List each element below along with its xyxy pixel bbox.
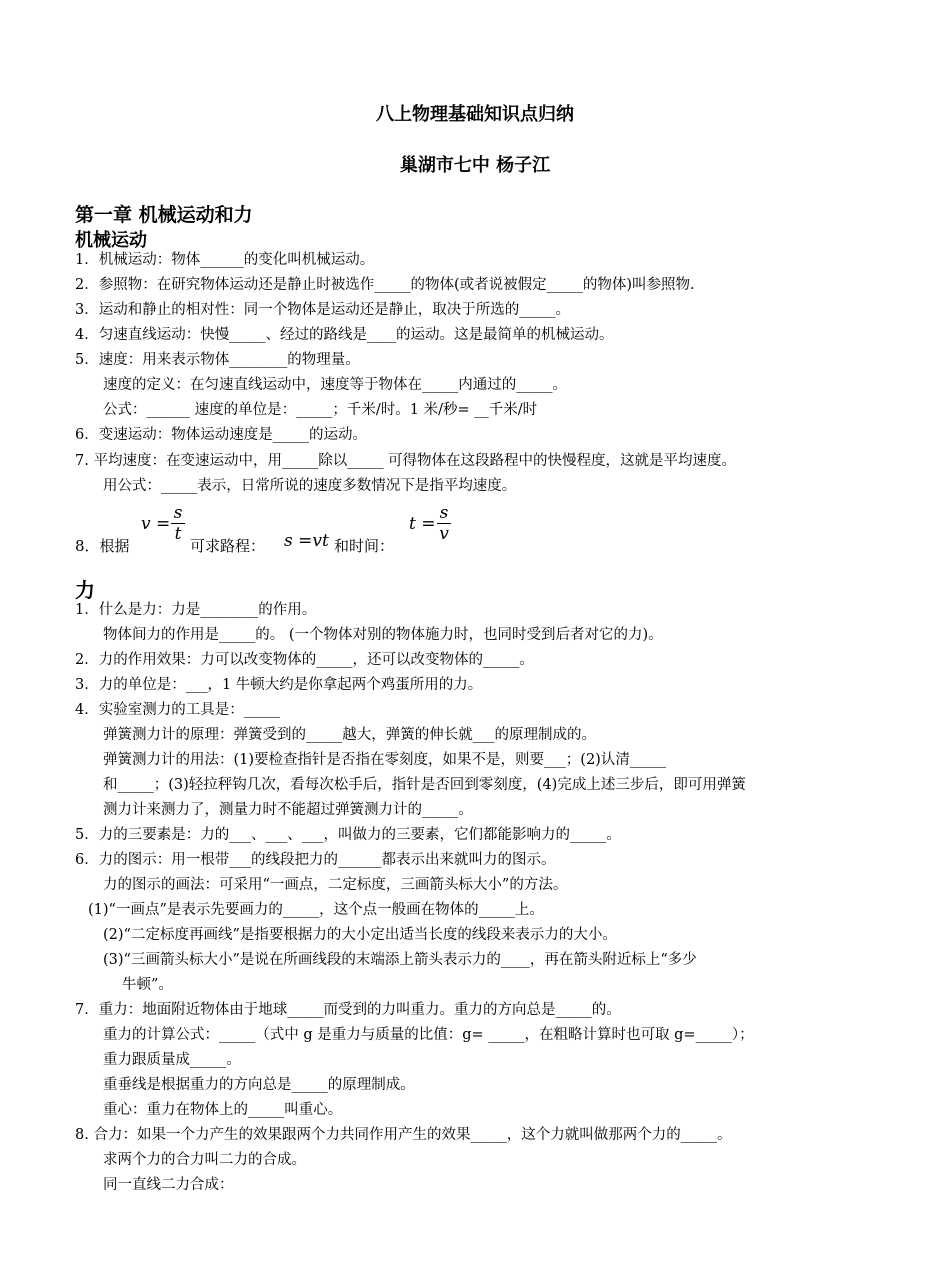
- force-line-2: 物体间力的作用是_____的。 (一个物体对别的物体施力时，也同时受到后者对它的力)。: [103, 627, 663, 643]
- force-line-5: 4．实验室测力的工具是：_____: [75, 702, 280, 718]
- force-line-16: 牛顿”。: [122, 977, 173, 993]
- motion-line-7: 公式：______ 速度的单位是：_____；千米/时。1 米/秒= __千米/时: [103, 402, 538, 418]
- formula-t-denominator: v: [439, 524, 449, 544]
- formula-mid-2: 和时间：: [334, 537, 395, 555]
- formula-v-fraction: [171, 503, 185, 544]
- formula-row: [75, 500, 880, 560]
- document-author: 巢湖市七中 杨子江: [399, 155, 551, 176]
- force-line-10: 5．力的三要素是：力的___、___、___，叫做力的三要素，它们都能影响力的_____。: [75, 827, 621, 843]
- motion-line-6: 速度的定义：在匀速直线运动中，速度等于物体在_____内通过的_____。: [103, 377, 567, 393]
- force-line-24: 同一直线二力合成：: [103, 1177, 234, 1193]
- force-line-4: 3．力的单位是：___，1 牛顿大约是你拿起两个鸡蛋所用的力。: [75, 677, 483, 693]
- force-line-22: 8. 合力：如果一个力产生的效果跟两个力共同作用产生的效果_____，这个力就叫做那两个力的_____。: [75, 1127, 732, 1143]
- force-line-8: 和_____；(3)轻拉秤钩几次，看每次松手后，指针是否回到零刻度，(4)完成上述三步后，即可用弹簧: [103, 777, 746, 793]
- motion-line-5: 5．速度：用来表示物体________的物理量。: [75, 352, 360, 368]
- force-line-13: (1)“一画点”是表示先要画力的_____，这个点一般画在物体的_____上。: [88, 902, 544, 918]
- motion-line-1: 1．机械运动：物体______的变化叫机械运动。: [75, 252, 375, 268]
- formula-s-equation: s =vt: [284, 531, 329, 551]
- document-title: 八上物理基础知识点归纳: [376, 104, 574, 125]
- force-line-3: 2．力的作用效果：力可以改变物体的_____，还可以改变物体的_____。: [75, 652, 534, 668]
- chapter-heading: 第一章 机械运动和力: [75, 204, 253, 226]
- motion-line-4: 4．匀速直线运动：快慢_____、经过的路线是____的运动。这是最简单的机械运动。: [75, 327, 614, 343]
- formula-t-fraction: [437, 503, 451, 544]
- section-heading-motion: 机械运动: [75, 230, 147, 251]
- force-line-9: 测力计来测力了，测量力时不能超过弹簧测力计的_____。: [103, 802, 473, 818]
- formula-prefix: 8．根据: [75, 537, 130, 555]
- force-line-17: 7．重力：地面附近物体由于地球_____而受到的力叫重力。重力的方向总是_____的。: [75, 1002, 621, 1018]
- formula-mid-1: 可求路程：: [190, 537, 266, 555]
- formula-v-lhs: v =: [141, 514, 171, 534]
- formula-v-denominator: t: [174, 524, 182, 544]
- force-line-1: 1．什么是力：力是________的作用。: [75, 602, 317, 618]
- motion-line-9: 7. 平均速度：在变速运动中，用_____除以_____ 可得物体在这段路程中的快慢程度，这就是平均速度。: [75, 453, 737, 469]
- force-line-15: (3)“三画箭头标大小”是说在所画线段的末端添上箭头表示力的____，再在箭头附近标上“多少: [103, 952, 697, 968]
- motion-line-2: 2．参照物：在研究物体运动还是静止时被选作_____的物体(或者说被假定_____的物体)叫参照物.: [75, 277, 695, 293]
- force-line-18: 重力的计算公式：_____（式中 g 是重力与质量的比值：g= _____，在粗略计算时也可取 g=_____）；: [103, 1027, 754, 1043]
- formula-t-numerator: s: [439, 503, 449, 523]
- formula-t-lhs: t =: [409, 514, 436, 534]
- force-line-14: (2)“二定标度再画线”是指要根据力的大小定出适当长度的线段来表示力的大小。: [103, 927, 617, 943]
- force-line-23: 求两个力的合力叫二力的合成。: [103, 1152, 306, 1168]
- force-line-11: 6．力的图示：用一根带___的线段把力的______都表示出来就叫力的图示。: [75, 852, 556, 868]
- formula-v-numerator: s: [173, 503, 183, 523]
- force-line-7: 弹簧测力计的用法：(1)要检查指针是否指在零刻度，如果不是，则要___；(2)认清_____: [103, 752, 667, 768]
- force-line-21: 重心：重力在物体上的_____叫重心。: [103, 1102, 343, 1118]
- force-line-19: 重力跟质量成_____。: [103, 1052, 241, 1068]
- motion-line-8: 6．变速运动：物体运动速度是_____的运动。: [75, 427, 367, 443]
- force-line-20: 重垂线是根据重力的方向总是_____的原理制成。: [103, 1077, 415, 1093]
- motion-line-10: 用公式：_____表示，日常所说的速度多数情况下是指平均速度。: [103, 478, 517, 494]
- section-heading-force: 力: [75, 578, 95, 602]
- force-line-12: 力的图示的画法：可采用“一画点，二定标度，三画箭头标大小”的方法。: [103, 877, 568, 893]
- force-line-6: 弹簧测力计的原理：弹簧受到的_____越大，弹簧的伸长就___的原理制成的。: [103, 727, 596, 743]
- motion-line-3: 3．运动和静止的相对性：同一个物体是运动还是静止，取决于所选的_____。: [75, 302, 570, 318]
